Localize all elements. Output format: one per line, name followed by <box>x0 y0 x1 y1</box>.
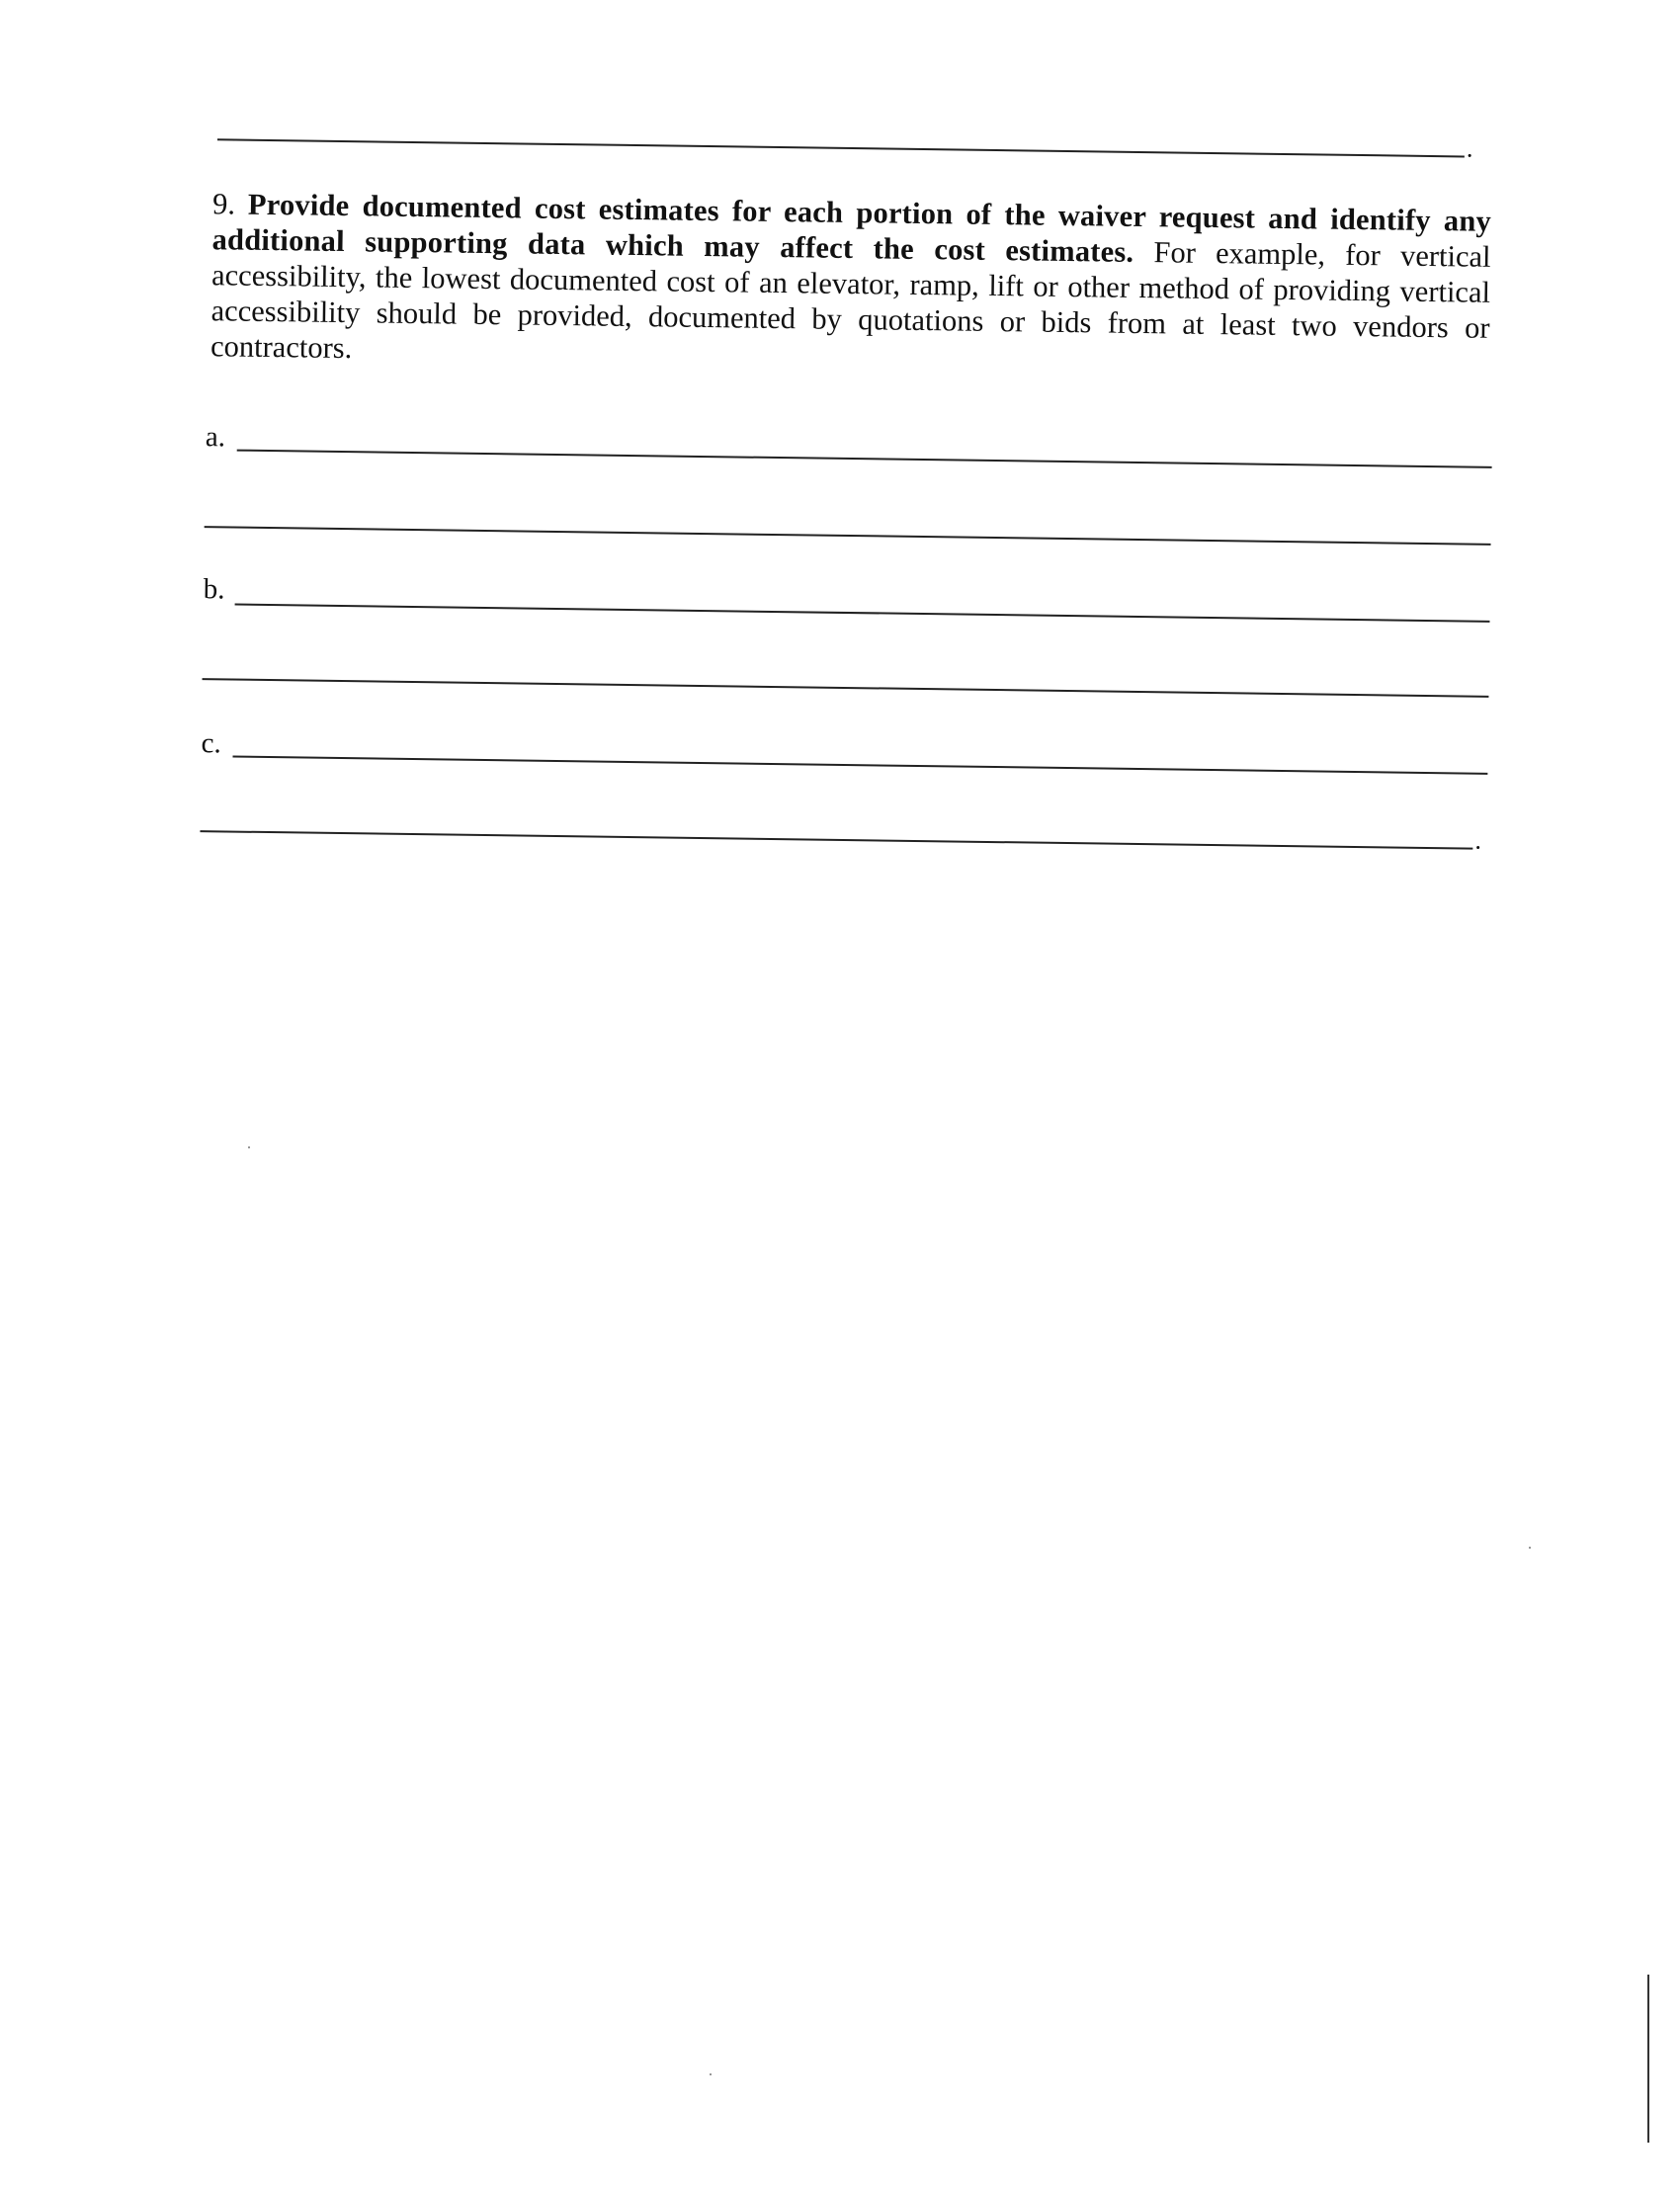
question-bold-instruction: Provide documented cost estimates for each portion of the waiver request and identify any additional supporting data which may affect the cost estimates. <box>211 187 1492 269</box>
answer-line-a1[interactable] <box>237 450 1492 468</box>
scan-speck <box>248 1146 250 1148</box>
answer-line-c2[interactable] <box>200 830 1472 850</box>
answer-line-b1[interactable] <box>235 604 1490 623</box>
final-line-terminator-period: . <box>1474 825 1482 855</box>
question-9-paragraph <box>210 186 1491 381</box>
question-body-text: For example, for vertical accessibility, the lowest documented cost of an elevator, ramp, lift or other method of providing vertical accessibility should be provided, documented by quotations or bids from at least two vendors or contractors. <box>210 235 1491 366</box>
scan-edge-mark <box>1647 1975 1649 2143</box>
question-number: 9. <box>211 187 236 221</box>
answer-line-c1[interactable] <box>232 756 1487 775</box>
answer-item-label-a: a. <box>205 421 226 454</box>
answer-line-a2[interactable] <box>205 526 1491 546</box>
scan-speck <box>1529 1547 1531 1549</box>
answer-item-label-b: b. <box>203 573 225 606</box>
answer-line-b2[interactable] <box>203 678 1489 698</box>
answer-item-label-c: c. <box>201 727 222 760</box>
answer-line-previous[interactable] <box>217 138 1465 157</box>
line-terminator-period: . <box>1466 133 1473 163</box>
scan-speck <box>710 2073 712 2075</box>
